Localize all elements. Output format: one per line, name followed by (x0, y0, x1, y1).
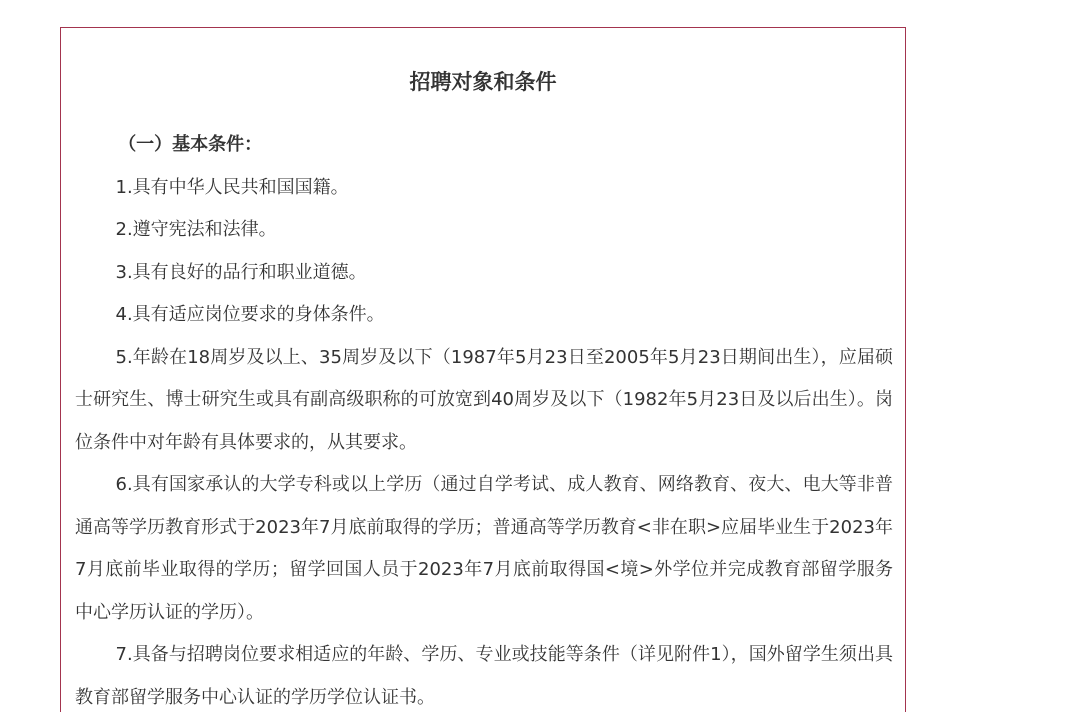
condition-item-7: 7.具备与招聘岗位要求相适应的年龄、学历、专业或技能等条件（详见附件1），国外留学生须出具教育部留学服务中心认证的学历学位认证书。 (75, 644, 893, 708)
condition-item-4: 4.具有适应岗位要求的身体条件。 (115, 304, 385, 325)
section-heading: （一）基本条件： (118, 134, 263, 155)
condition-item-6: 6.具有国家承认的大学专科或以上学历（通过自学考试、成人教育、网络教育、夜大、电大等非普通高等学历教育形式于2023年7月底前取得的学历；普通高等学历教育<非在职>应届毕业生于2023年7月底前毕业取得的学历；留学回国人员于2023年7月底前取得国<境>外学位并完成教育部留学服务中心学历认证的学历）。 (75, 474, 893, 623)
page-title: 招聘对象和条件 (409, 70, 557, 94)
condition-item-2: 2.遵守宪法和法律。 (115, 219, 277, 240)
document-body (75, 124, 893, 712)
condition-item-5: 5.年龄在18周岁及以上、35周岁及以下（1987年5月23日至2005年5月23日期间出生），应届硕士研究生、博士研究生或具有副高级职称的可放宽到40周岁及以下（1982年5月23日及以后出生）。岗位条件中对年龄有具体要求的，从其要求。 (75, 346, 893, 453)
document-panel (60, 27, 906, 712)
condition-item-1: 1.具有中华人民共和国国籍。 (115, 176, 349, 198)
condition-item-3: 3.具有良好的品行和职业道德。 (115, 261, 367, 283)
